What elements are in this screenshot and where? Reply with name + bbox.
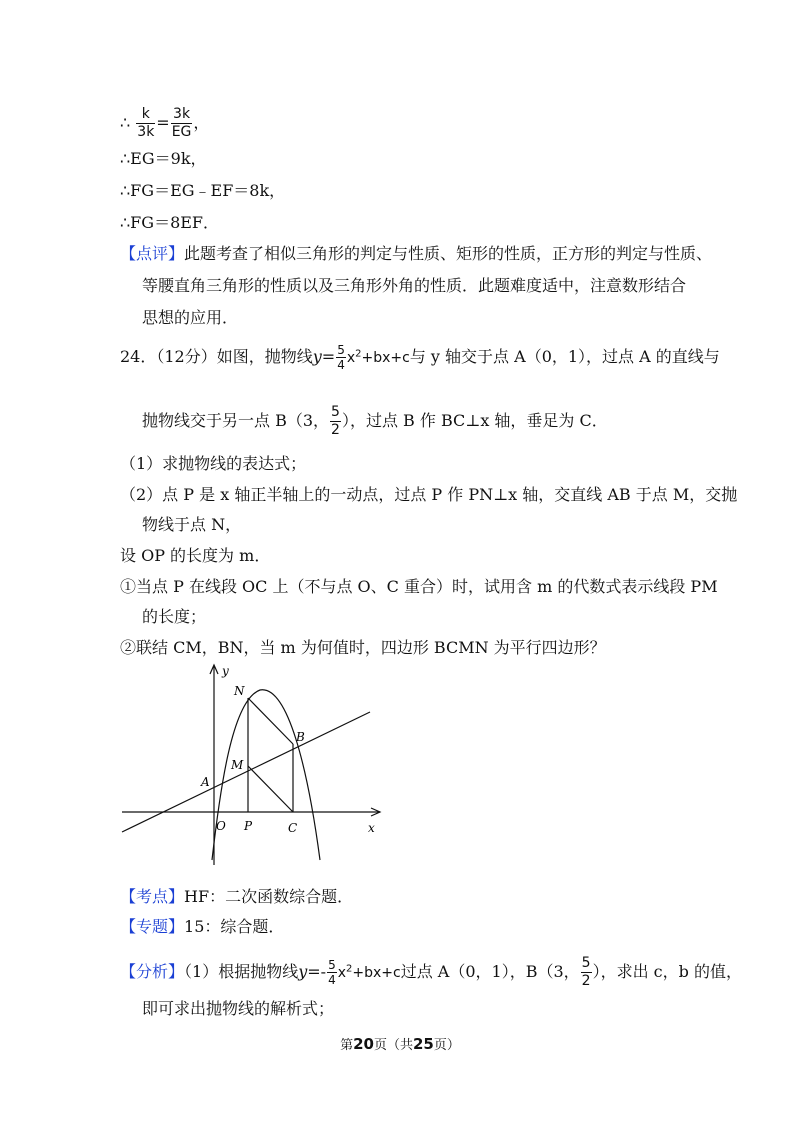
line-AB <box>122 712 370 832</box>
question-24-line-2 <box>142 404 608 439</box>
parabola-figure <box>110 660 390 870</box>
review-line-3: 思想的应用． <box>142 308 239 327</box>
denominator: 3k <box>137 124 155 140</box>
var-y: y <box>312 347 322 366</box>
label-A: A <box>201 775 210 789</box>
equation-line-1 <box>120 106 209 141</box>
label-C: C <box>288 821 298 835</box>
sub-1-line-2: 的长度； <box>142 607 207 626</box>
label-O: O <box>216 819 226 833</box>
numerator: k <box>136 106 155 124</box>
fraction-5-over-2 <box>581 955 592 990</box>
review-text: 此题考查了相似三角形的判定与性质、矩形的性质，正方形的判定与性质、 <box>184 244 713 263</box>
label-P: P <box>244 819 253 833</box>
equals-sign: = <box>156 113 170 132</box>
var-y: y <box>298 962 308 981</box>
therefore-symbol: ∴ <box>120 113 131 132</box>
kaodian-text: HF：二次函数综合题． <box>184 887 354 906</box>
footer-mid: 页（共 <box>373 1038 413 1053</box>
label-x: x <box>368 821 375 835</box>
kaodian-tag: 【考点】 <box>120 887 185 906</box>
poly-rest: +bx+c <box>361 350 410 366</box>
denominator: 4 <box>337 358 345 372</box>
exponent: 2 <box>355 348 362 360</box>
zhuanti-line <box>120 916 284 938</box>
fenxi-line-1 <box>120 955 742 990</box>
numerator: 5 <box>337 343 345 357</box>
page-number: 20 <box>353 1035 374 1053</box>
equals-sign: = <box>307 962 321 981</box>
denominator: 4 <box>328 973 336 987</box>
kaodian-line <box>120 886 353 908</box>
segment-MC <box>248 766 293 812</box>
footer-pre: 第 <box>340 1038 354 1053</box>
poly-x: x <box>337 965 346 981</box>
label-M: M <box>231 758 244 772</box>
equation-line-3: ∴FG＝EG﹣EF＝8k， <box>120 181 286 200</box>
segment-NB <box>248 698 293 744</box>
numerator: 5 <box>331 404 340 420</box>
polynomial <box>347 350 410 366</box>
numerator: 5 <box>581 955 591 971</box>
review-tag: 【点评】 <box>120 244 185 263</box>
fenxi-line-2: 即可求出抛物线的解析式； <box>142 999 335 1018</box>
part-2-line-1: （2）点 P 是 x 轴正半轴上的一动点，过点 P 作 PN⊥x 轴，交直线 AB 于点 M，交抛 <box>120 485 738 504</box>
sub-2: ②联结 CM，BN，当 m 为何值时，四边形 BCMN 为平行四边形？ <box>120 638 606 657</box>
poly-x: x <box>346 350 356 366</box>
fraction-5-over-4 <box>336 343 346 372</box>
fraction-5-over-2 <box>330 404 341 439</box>
line2-end: ），过点 B 作 BC⊥x 轴，垂足为 C． <box>341 411 608 430</box>
total-pages: 25 <box>413 1035 434 1053</box>
equals-sign: = <box>321 347 336 366</box>
question-24-line-1 <box>120 343 720 372</box>
part-2-line-3: 设 OP 的长度为 m． <box>120 546 271 565</box>
minus-sign: - <box>320 962 327 981</box>
poly-rest: +bx+c <box>352 965 401 981</box>
fenxi-text-1: （1）根据抛物线 <box>184 962 299 981</box>
denominator: 2 <box>581 973 591 989</box>
fenxi-text-3: ），求出 c，b 的值， <box>592 962 742 981</box>
footer-post: 页） <box>433 1038 460 1053</box>
fraction-k-over-3k <box>136 106 155 141</box>
exponent: 2 <box>346 963 353 975</box>
fenxi-text-2: 过点 A（0，1），B（3， <box>400 962 580 981</box>
part-1: （1）求抛物线的表达式； <box>120 454 307 473</box>
line2-start: 抛物线交于另一点 B（3， <box>142 411 330 430</box>
polynomial <box>338 965 401 981</box>
fraction-3k-over-EG <box>171 106 193 141</box>
page-footer <box>0 1034 800 1053</box>
review-line-2: 等腰直角三角形的性质以及三角形外角的性质．此题难度适中，注意数形结合 <box>142 276 687 295</box>
label-y: y <box>222 664 229 678</box>
equation-line-4: ∴FG＝8EF． <box>120 213 220 232</box>
fenxi-tag: 【分析】 <box>120 962 185 981</box>
fraction-5-over-4 <box>327 958 337 987</box>
question-intro: 24．（12分）如图，抛物线 <box>120 347 313 366</box>
denominator: EG <box>171 124 192 140</box>
question-after: 与 y 轴交于点 A（0，1），过点 A 的直线与 <box>409 347 720 366</box>
denominator: 2 <box>331 422 340 438</box>
label-B: B <box>296 730 305 744</box>
zhuanti-tag: 【专题】 <box>120 917 185 936</box>
numerator: 3k <box>171 106 193 124</box>
label-N: N <box>234 684 245 698</box>
review-line-1 <box>120 243 712 265</box>
comma: ， <box>193 113 210 132</box>
zhuanti-text: 15：综合题． <box>184 917 285 936</box>
numerator: 5 <box>328 958 336 972</box>
sub-1-line-1: ①当点 P 在线段 OC 上（不与点 O、C 重合）时，试用含 m 的代数式表示线段 PM <box>120 577 718 596</box>
equation-line-2: ∴EG＝9k， <box>120 149 207 168</box>
part-2-line-2: 物线于点 N， <box>142 515 242 534</box>
parabola <box>212 690 320 860</box>
